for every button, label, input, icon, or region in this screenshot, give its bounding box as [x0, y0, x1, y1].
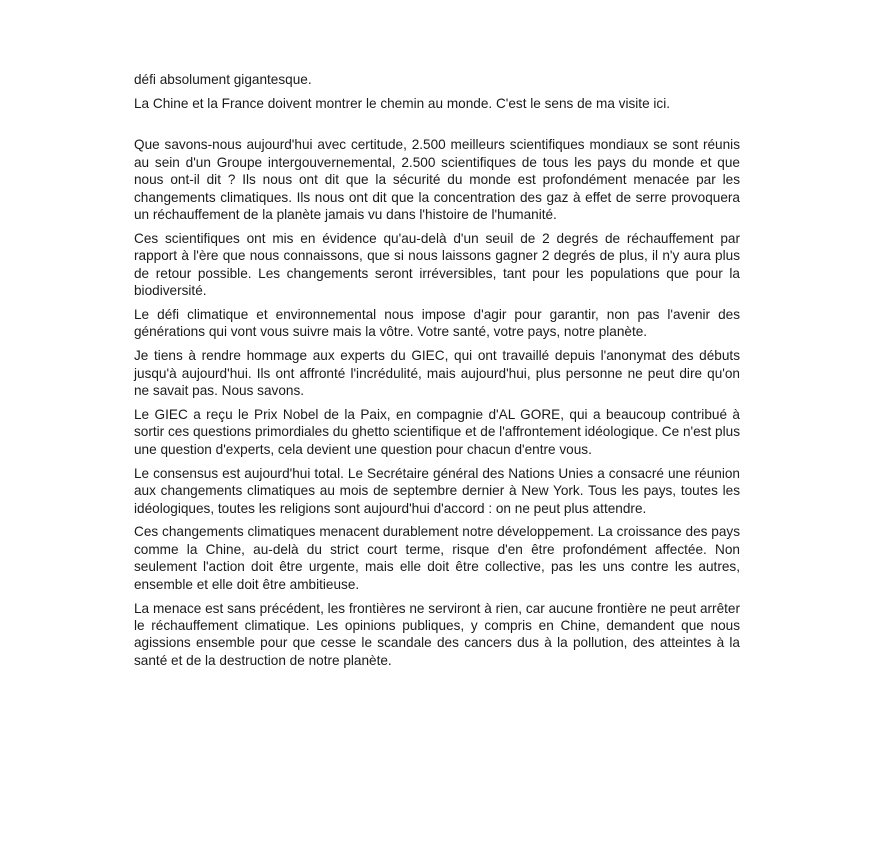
paragraph-4: Ces scientifiques ont mis en évidence qu'au-delà d'un seuil de 2 degrés de réchauffement par rapport à l'ère que nous connaissons, que si nous laissons gagner 2 degrés de plus, il n'y aura plus de retour possible. Les changements seront irréversibles, tant pour les populations que pour la biodiversité.	[134, 230, 740, 299]
paragraph-9: Ces changements climatiques menacent durablement notre développement. La croissance des pays comme la Chine, au-delà du strict court terme, risque d'en être profondément affectée. Non seulement l'action doit être urgente, mais elle doit être collective, pas les uns contre les autres, ensemble et elle doit être ambitieuse.	[134, 524, 740, 592]
paragraph-1: défi absolument gigantesque.	[134, 72, 312, 87]
paragraph-5: Le défi climatique et environnemental nous impose d'agir pour garantir, non pas l'avenir des générations qui vont vous suivre mais la vôtre. Votre santé, votre pays, notre planète.	[134, 306, 740, 340]
paragraph-6: Je tiens à rendre hommage aux experts du GIEC, qui ont travaillé depuis l'anonymat des débuts jusqu'à aujourd'hui. Ils ont affronté l'incrédulité, mais aujourd'hui, plus personne ne peut dire qu'on ne savait pas. Nous savons.	[134, 348, 740, 399]
paragraph-8: Le consensus est aujourd'hui total. Le Secrétaire général des Nations Unies a consacré une réunion aux changements climatiques au mois de septembre dernier à New York. Tous les pays, toutes les idéologiques, toutes les religions sont aujourd'hui d'accord : on ne peut plus attendre.	[134, 465, 740, 516]
paragraph-2: La Chine et la France doivent montrer le chemin au monde. C'est le sens de ma visite ici.	[134, 95, 671, 111]
paragraph-10: La menace est sans précédent, les frontières ne serviront à rien, car aucune frontière ne peut arrêter le réchauffement climatique. Les opinions publiques, y compris en Chine, demandent que nous agissions ensemble pour que cesse le scandale des cancers dus à la pollution, des atteintes à la santé et de la destruction de notre planète.	[134, 600, 740, 668]
document-body	[134, 71, 740, 676]
paragraph-7: Le GIEC a reçu le Prix Nobel de la Paix, en compagnie d'AL GORE, qui a beaucoup contribué à sortir ces questions primordiales du ghetto scientifique et de l'affrontement idéologique. Ce n'est plus une question d'experts, cela devient une question pour chacun d'entre vous.	[134, 407, 740, 457]
paragraph-3: Que savons-nous aujourd'hui avec certitude, 2.500 meilleurs scientifiques mondiaux se sont réunis au sein d'un Groupe intergouvernemental, 2.500 scientifiques de tous les pays du monde et que nous ont-il dit ? Ils nous ont dit que la sécurité du monde est profondément menacée par les changements climatiques. Ils nous ont dit que la concentration des gaz à effet de serre provoquera un réchauffement de la planète jamais vu dans l'histoire de l'humanité.	[134, 137, 740, 222]
